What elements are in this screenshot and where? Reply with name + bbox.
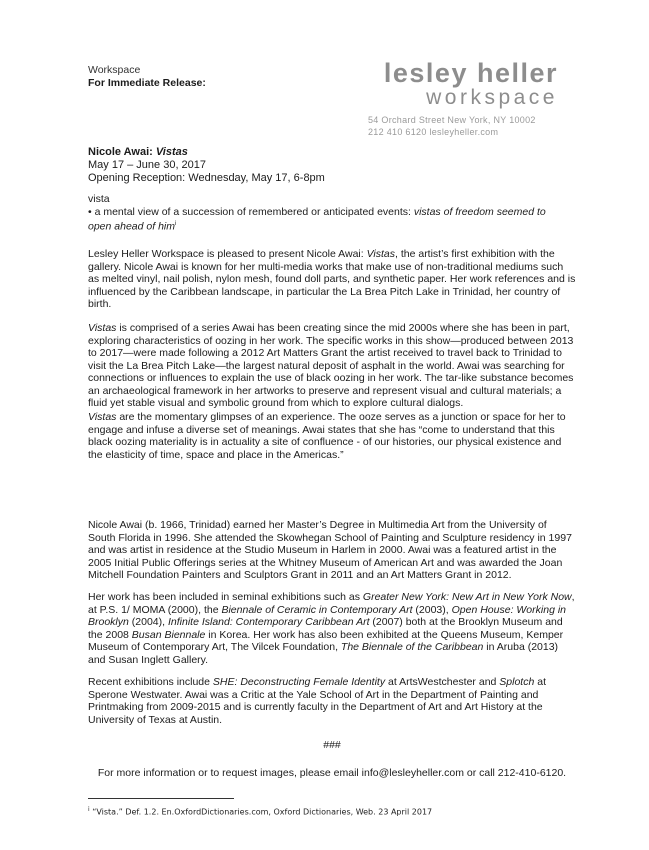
p1-text: Lesley Heller Workspace is pleased to present Nicole Awai: [88, 248, 367, 260]
exhibition-title [88, 146, 325, 159]
p3-rest: are the momentary glimpses of an experience. The ooze serves as a junction or space for her to engage and infuse a diverse set of meanings. Awai states that she has “come to understand that this black oozing materiality is in actuality a site of confluence - of our histories, our physical existence and the elasticity of time, space and place in the Americas.” [88, 411, 566, 461]
p5-b: , at P.S. 1/ MOMA (2000), the [88, 591, 575, 616]
address-line-1: 54 Orchard Street New York, NY 10002 [368, 115, 536, 125]
gallery-address [368, 114, 536, 138]
artist-name: Nicole Awai: [88, 146, 156, 158]
footnote-text: “Vista.” Def. 1.2. En.OxfordDictionaries.com, Oxford Dictionaries, Web. 23 April 2017 [89, 807, 433, 817]
p1-em: Vistas [366, 248, 395, 260]
definition-word: vista [88, 193, 110, 205]
footnote-ref: i [174, 221, 177, 227]
exhibition-dates: May 17 – June 30, 2017 [88, 159, 207, 171]
definition-block [88, 193, 568, 233]
p5-em2: Biennale of Ceramic in Contemporary Art [221, 603, 413, 616]
header-block [88, 64, 206, 90]
p6-a: Recent exhibitions include [88, 676, 213, 688]
logo-line-2: workspace [426, 86, 558, 109]
end-marker: ### [323, 739, 341, 751]
paragraph-bio [88, 519, 576, 582]
p3-em: Vistas [88, 411, 117, 423]
p6-c: at Sperone Westwater. Awai was a Critic at the Yale School of Art in the Department of Painting and Printmaking from 2009-2015 and is currently faculty in the Department of Art and Art History at the University of Texas at Austin. [88, 676, 547, 726]
paragraph-series [88, 322, 576, 410]
p5-em3: Open House: Working in Brooklyn [88, 603, 566, 628]
p1-rest: , the artist’s first exhibition with the gallery. Nicole Awai is known for her multi-media works that make use of non-traditional mediums such as melted vinyl, nail polish, nylon mesh, found doll parts, and synthetic paper. Her work references and is influenced by the Caribbean landscape, in particular the La Brea Pitch Lake in Trinidad, her country of birth. [88, 248, 576, 310]
exhibition-info [88, 146, 325, 185]
opening-reception: Opening Reception: Wednesday, May 17, 6-8pm [88, 172, 325, 184]
p5-d: (2004), [128, 616, 168, 628]
paragraph-intro [88, 248, 576, 311]
paragraph-glimpses [88, 411, 576, 461]
paragraph-exhibitions [88, 591, 576, 666]
p6-em2: Splotch [499, 676, 535, 688]
address-line-2: 212 410 6120 lesleyheller.com [368, 127, 499, 137]
p5-em4: Infinite Island: Contemporary Caribbean Art [167, 616, 370, 628]
p2-rest: is comprised of a series Awai has been creating since the mid 2000s where she has been in part, exploring characteristics of oozing in her work. The specific works in this show—produced between 2013 to 2017—were made following a 2012 Art Matters Grant the artist received to travel back to Trinidad to visit the La Brea Pitch Lake—the largest natural deposit of asphalt in the world. Awai was searching for connections or influences to explain the use of black oozing in her work. The tar-like substance becomes an archaeological framework in her artworks to preserve and represent visual and cultural materials; a fluid yet stable visual and symbolic ground from which to explore cultural dialogs. [88, 322, 574, 409]
footnote [88, 806, 432, 817]
paragraph-recent [88, 676, 576, 726]
header-release: For Immediate Release: [88, 77, 206, 89]
p5-g: in Aruba (2013) and Susan Inglett Gallery. [88, 641, 559, 666]
p5-em6: The Biennale of the Caribbean [340, 641, 484, 653]
definition-prefix: • a mental view of a succession of remembered or anticipated events: [88, 205, 414, 218]
p5-f: in Korea. Her work has also been exhibited at the Queens Museum, Kemper Museum of Contemporary Art, The Vilcek Foundation, [88, 628, 564, 653]
p5-c: (2003), [412, 603, 452, 616]
p5-e: (2007) both at the Brooklyn Museum and the 2008 [88, 616, 563, 641]
footnote-mark: i [88, 806, 90, 813]
contact-line: For more information or to request images, please email info@lesleyheller.com or call 212-410-6120. [97, 767, 567, 779]
logo-line-1: lesley heller [383, 58, 558, 88]
p5-em1: Greater New York: New Art in New York Now [362, 591, 572, 603]
p6-em1: SHE: Deconstructing Female Identity [212, 676, 386, 688]
gallery-logo [368, 60, 558, 109]
show-title: Vistas [155, 146, 188, 158]
header-workspace: Workspace [88, 64, 141, 76]
p5-a: Her work has been included in seminal exhibitions such as [88, 591, 363, 603]
definition-example: vistas of freedom seemed to open ahead of him [88, 205, 546, 233]
p5-em5: Busan Biennale [131, 628, 206, 641]
p6-b: at ArtsWestchester and [385, 676, 500, 688]
p2-em: Vistas [88, 322, 117, 334]
definition-text [88, 206, 568, 234]
footnote-rule [88, 798, 234, 799]
p4-text: Nicole Awai (b. 1966, Trinidad) earned her Master’s Degree in Multimedia Art from the University of South Florida in 1996. She attended the Skowhegan School of Painting and Sculpture residency in 1997 and was artist in residence at the Studio Museum in Harlem in 2000. Awai was a featured artist in the 2005 Initial Public Offerings series at the Whitney Museum of American Art and was awarded the Joan Mitchell Foundation Painters and Sculptors Grant in 2011 and an Art Matters Grant in 2012. [88, 519, 572, 581]
